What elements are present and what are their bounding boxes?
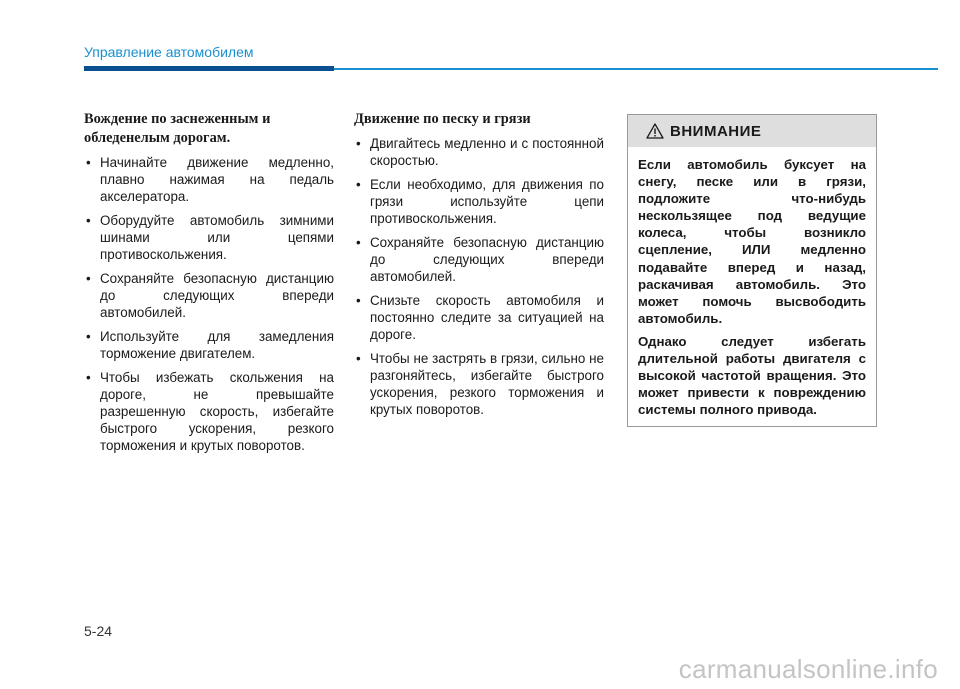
middle-column-heading: Движение по песку и грязи — [354, 111, 531, 127]
middle-bullet-list — [354, 135, 604, 418]
section-title: Управление автомобилем — [84, 44, 254, 60]
middle-column — [354, 110, 604, 425]
list-item: • Оборудуйте автомобиль зимними шинами или цепями противоскольжения. — [84, 212, 334, 263]
warning-box — [627, 114, 877, 427]
list-item: • Чтобы избежать скольжения на дороге, не превышайте разрешенную скорость, избегайте быстрого ускорения, резкого торможения и крутых поворотов. — [84, 369, 334, 454]
list-item: • Чтобы не застрять в грязи, сильно не разгоняйтесь, избегайте быстрого ускорения, резкого торможения и крутых поворотов. — [354, 350, 604, 418]
list-item: • Сохраняйте безопасную дистанцию до следующих впереди автомобилей. — [354, 234, 604, 285]
watermark: carmanualsonline.info — [678, 654, 938, 684]
page-number: 5-24 — [84, 623, 113, 639]
warning-header — [628, 115, 876, 147]
header-rule-dark — [84, 66, 334, 71]
warning-title: ВНИМАНИЕ — [670, 122, 762, 140]
warning-paragraph: Если автомобиль буксует на снегу, песке или в грязи, подложите что-нибудь нескользящее под ведущие колеса, чтобы возникло сцепление, ИЛИ медленно подавайте вперед и назад, раскачивая автомобиль. Это может помочь высвободить автомобиль. — [638, 157, 866, 326]
warning-body — [628, 147, 876, 418]
left-bullet-list — [84, 154, 334, 454]
list-item: • Снизьте скорость автомобиля и постоянно следите за ситуацией на дороге. — [354, 292, 604, 343]
list-item: • Если необходимо, для движения по грязи используйте цепи противоскольжения. — [354, 176, 604, 227]
list-item: • Двигайтесь медленно и с постоянной скоростью. — [354, 135, 604, 169]
warning-triangle-icon — [646, 123, 664, 139]
left-column — [84, 110, 334, 461]
header-rule-light — [334, 68, 938, 70]
warning-paragraph: Однако следует избегать длительной работы двигателя с высокой частотой вращения. Это может привести к повреждению системы полного привода. — [638, 333, 866, 418]
left-column-heading: Вождение по заснеженным и обледенелым дорогам. — [84, 111, 271, 146]
list-item: • Сохраняйте безопасную дистанцию до следующих впереди автомобилей. — [84, 270, 334, 321]
list-item: • Начинайте движение медленно, плавно нажимая на педаль акселератора. — [84, 154, 334, 205]
list-item: • Используйте для замедления торможение двигателем. — [84, 328, 334, 362]
